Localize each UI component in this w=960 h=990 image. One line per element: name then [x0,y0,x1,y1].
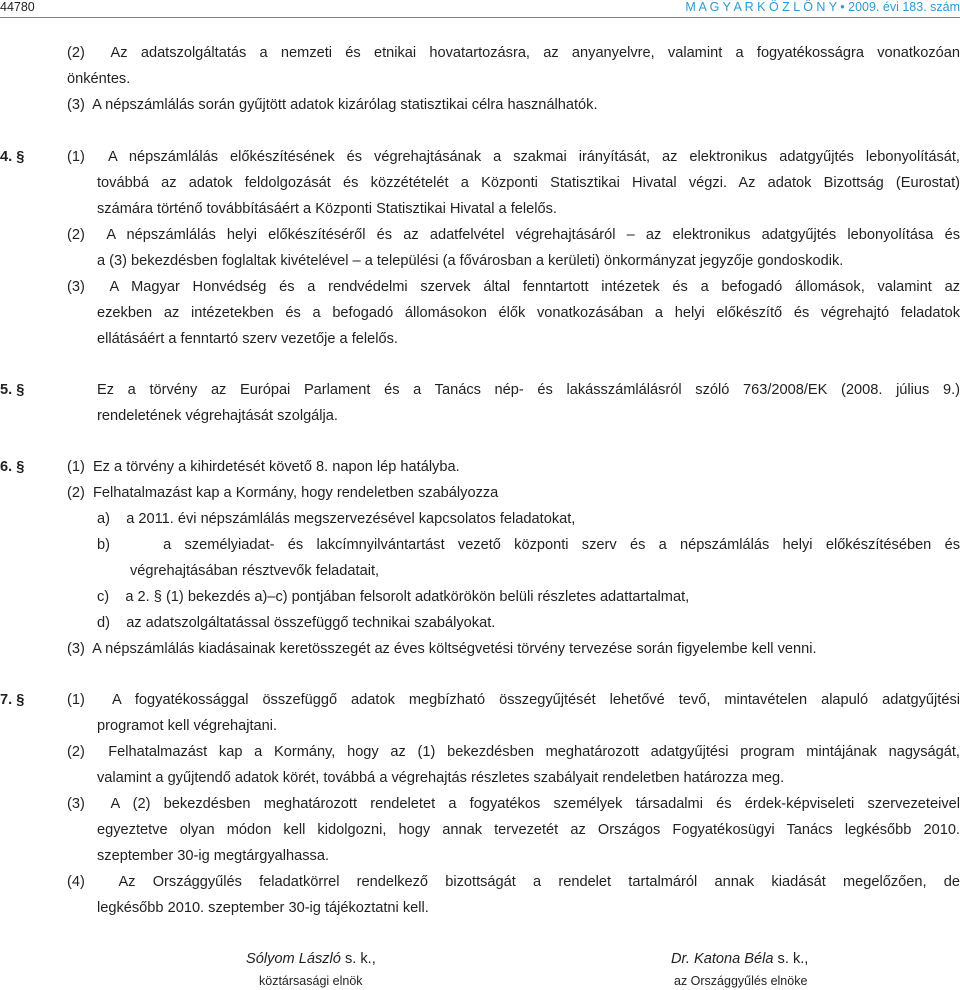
header-rule [0,17,960,18]
s6-para1: (1) Ez a törvény a kihirdetését követő 8. napon lép hatályba. [67,459,460,475]
s6-point-b-line2: végrehajtásában résztvevők feladatait, [130,563,380,579]
s4-para2-line1: (2) A népszámlálás helyi előkészítéséről és az adatfelvétel végrehajtásáról – az elektronikus adatgyűjtés lebonyolítása és [67,227,960,243]
page-number: 44780 [0,0,35,14]
signature-right-name: Dr. Katona Béla s. k., [671,951,809,967]
s6-para2: (2) Felhatalmazást kap a Kormány, hogy rendeletben szabályozza [67,485,499,501]
s4-para1-line1: (1) A népszámlálás előkészítésének és végrehajtásának a szakmai irányítását, az elektronikus adatgyűjtés lebonyolítását, [67,149,960,165]
s7-para2-line1: (2) Felhatalmazást kap a Kormány, hogy az (1) bekezdésben meghatározott adatgyűjtési program mintájának nagyságát, [67,744,960,760]
s5-line2: rendeletének végrehajtását szolgálja. [97,408,338,424]
section-7-number: 7. § [0,692,25,708]
s4-para3-line1: (3) A Magyar Honvédség és a rendvédelmi szervek által fenntartott intézetek és a befogadó állomások, valamint az [67,279,960,295]
s7-para2-line2: valamint a gyűjtendő adatok körét, továbbá a végrehajtás részletes szabályait rendeletben határozza meg. [97,770,785,786]
s4-para3-line3: ellátásáért a fenntartó szerv vezetője a felelős. [97,331,398,347]
s7-para3-line2: egyeztetve olyan módon kell kidolgozni, hogy annak tervezetét az Országos Fogyatékosügyi Tanács legkésőbb 2010. [97,822,960,838]
signature-right-title: az Országgyűlés elnöke [674,974,808,988]
s6-point-c: c) a 2. § (1) bekezdés a)–c) pontjában felsorolt adatkörökön belüli részletes adattartalmat, [97,589,690,605]
s4-para2-line2: a (3) bekezdésben foglaltak kivételével – a települési (a fővárosban a kerületi) önkormányzat jegyzője gondoskodik. [97,253,844,269]
s7-para4-line2: legkésőbb 2010. szeptember 30-ig tájékoztatni kell. [97,900,429,916]
s3-para2-line2: önkéntes. [67,71,131,87]
s4-para3-line2: ezekben az intézetekben és a befogadó állomásokon élők vonatkozásában a helyi előkészítő és végrehajtó feladatok [97,305,960,321]
s3-para3: (3) A népszámlálás során gyűjtött adatok kizárólag statisztikai célra használhatók. [67,97,598,113]
journal-title: M A G Y A R K Ö Z L Ö N Y • 2009. évi 183. szám [685,0,960,14]
s6-point-b-line1: b) a személyiadat- és lakcímnyilvántartást vezető központi szerv és a népszámlálás helyi előkészítésében és [97,537,960,553]
s7-para4-line1: (4) Az Országgyűlés feladatkörrel rendelkező bizottságát a rendelet tartalmáról annak kiadását megelőzően, de [67,874,960,890]
signature-left-name: Sólyom László s. k., [246,951,376,967]
s6-point-a: a) a 2011. évi népszámlálás megszervezésével kapcsolatos feladatokat, [97,511,576,527]
s7-para3-line3: szeptember 30-ig megtárgyalhassa. [97,848,329,864]
s7-para3-line1: (3) A (2) bekezdésben meghatározott rendeletet a fogyatékos személyek társadalmi és érdek-képviseleti szervezeteivel [67,796,960,812]
section-6-number: 6. § [0,459,25,475]
s7-para1-line2: programot kell végrehajtani. [97,718,278,734]
section-5-number: 5. § [0,382,25,398]
s6-para3: (3) A népszámlálás kiadásainak keretösszegét az éves költségvetési törvény tervezése során figyelembe kell venni. [67,641,817,657]
s5-line1: Ez a törvény az Európai Parlament és a Tanács nép- és lakásszámlálásról szóló 763/2008/EK (2008. július 9.) [97,382,960,398]
s3-para2-line1: (2) Az adatszolgáltatás a nemzeti és etnikai hovatartozásra, az anyanyelvre, valamint a fogyatékosságra vonatkozóan [67,45,960,61]
section-4-number: 4. § [0,149,25,165]
page-header [0,0,960,22]
signature-left-title: köztársasági elnök [259,974,363,988]
s6-point-d: d) az adatszolgáltatással összefüggő technikai szabályokat. [97,615,496,631]
s7-para1-line1: (1) A fogyatékossággal összefüggő adatok megbízható összegyűjtését lehetővé tevő, mintavételen alapuló adatgyűjtési [67,692,960,708]
s4-para1-line2: továbbá az adatok feldolgozását és közzétételét a Központi Statisztikai Hivatal végzi. Az adatok Bizottság (Eurostat) [97,175,960,191]
s4-para1-line3: számára történő továbbításáért a Központi Statisztikai Hivatal a felelős. [97,201,557,217]
